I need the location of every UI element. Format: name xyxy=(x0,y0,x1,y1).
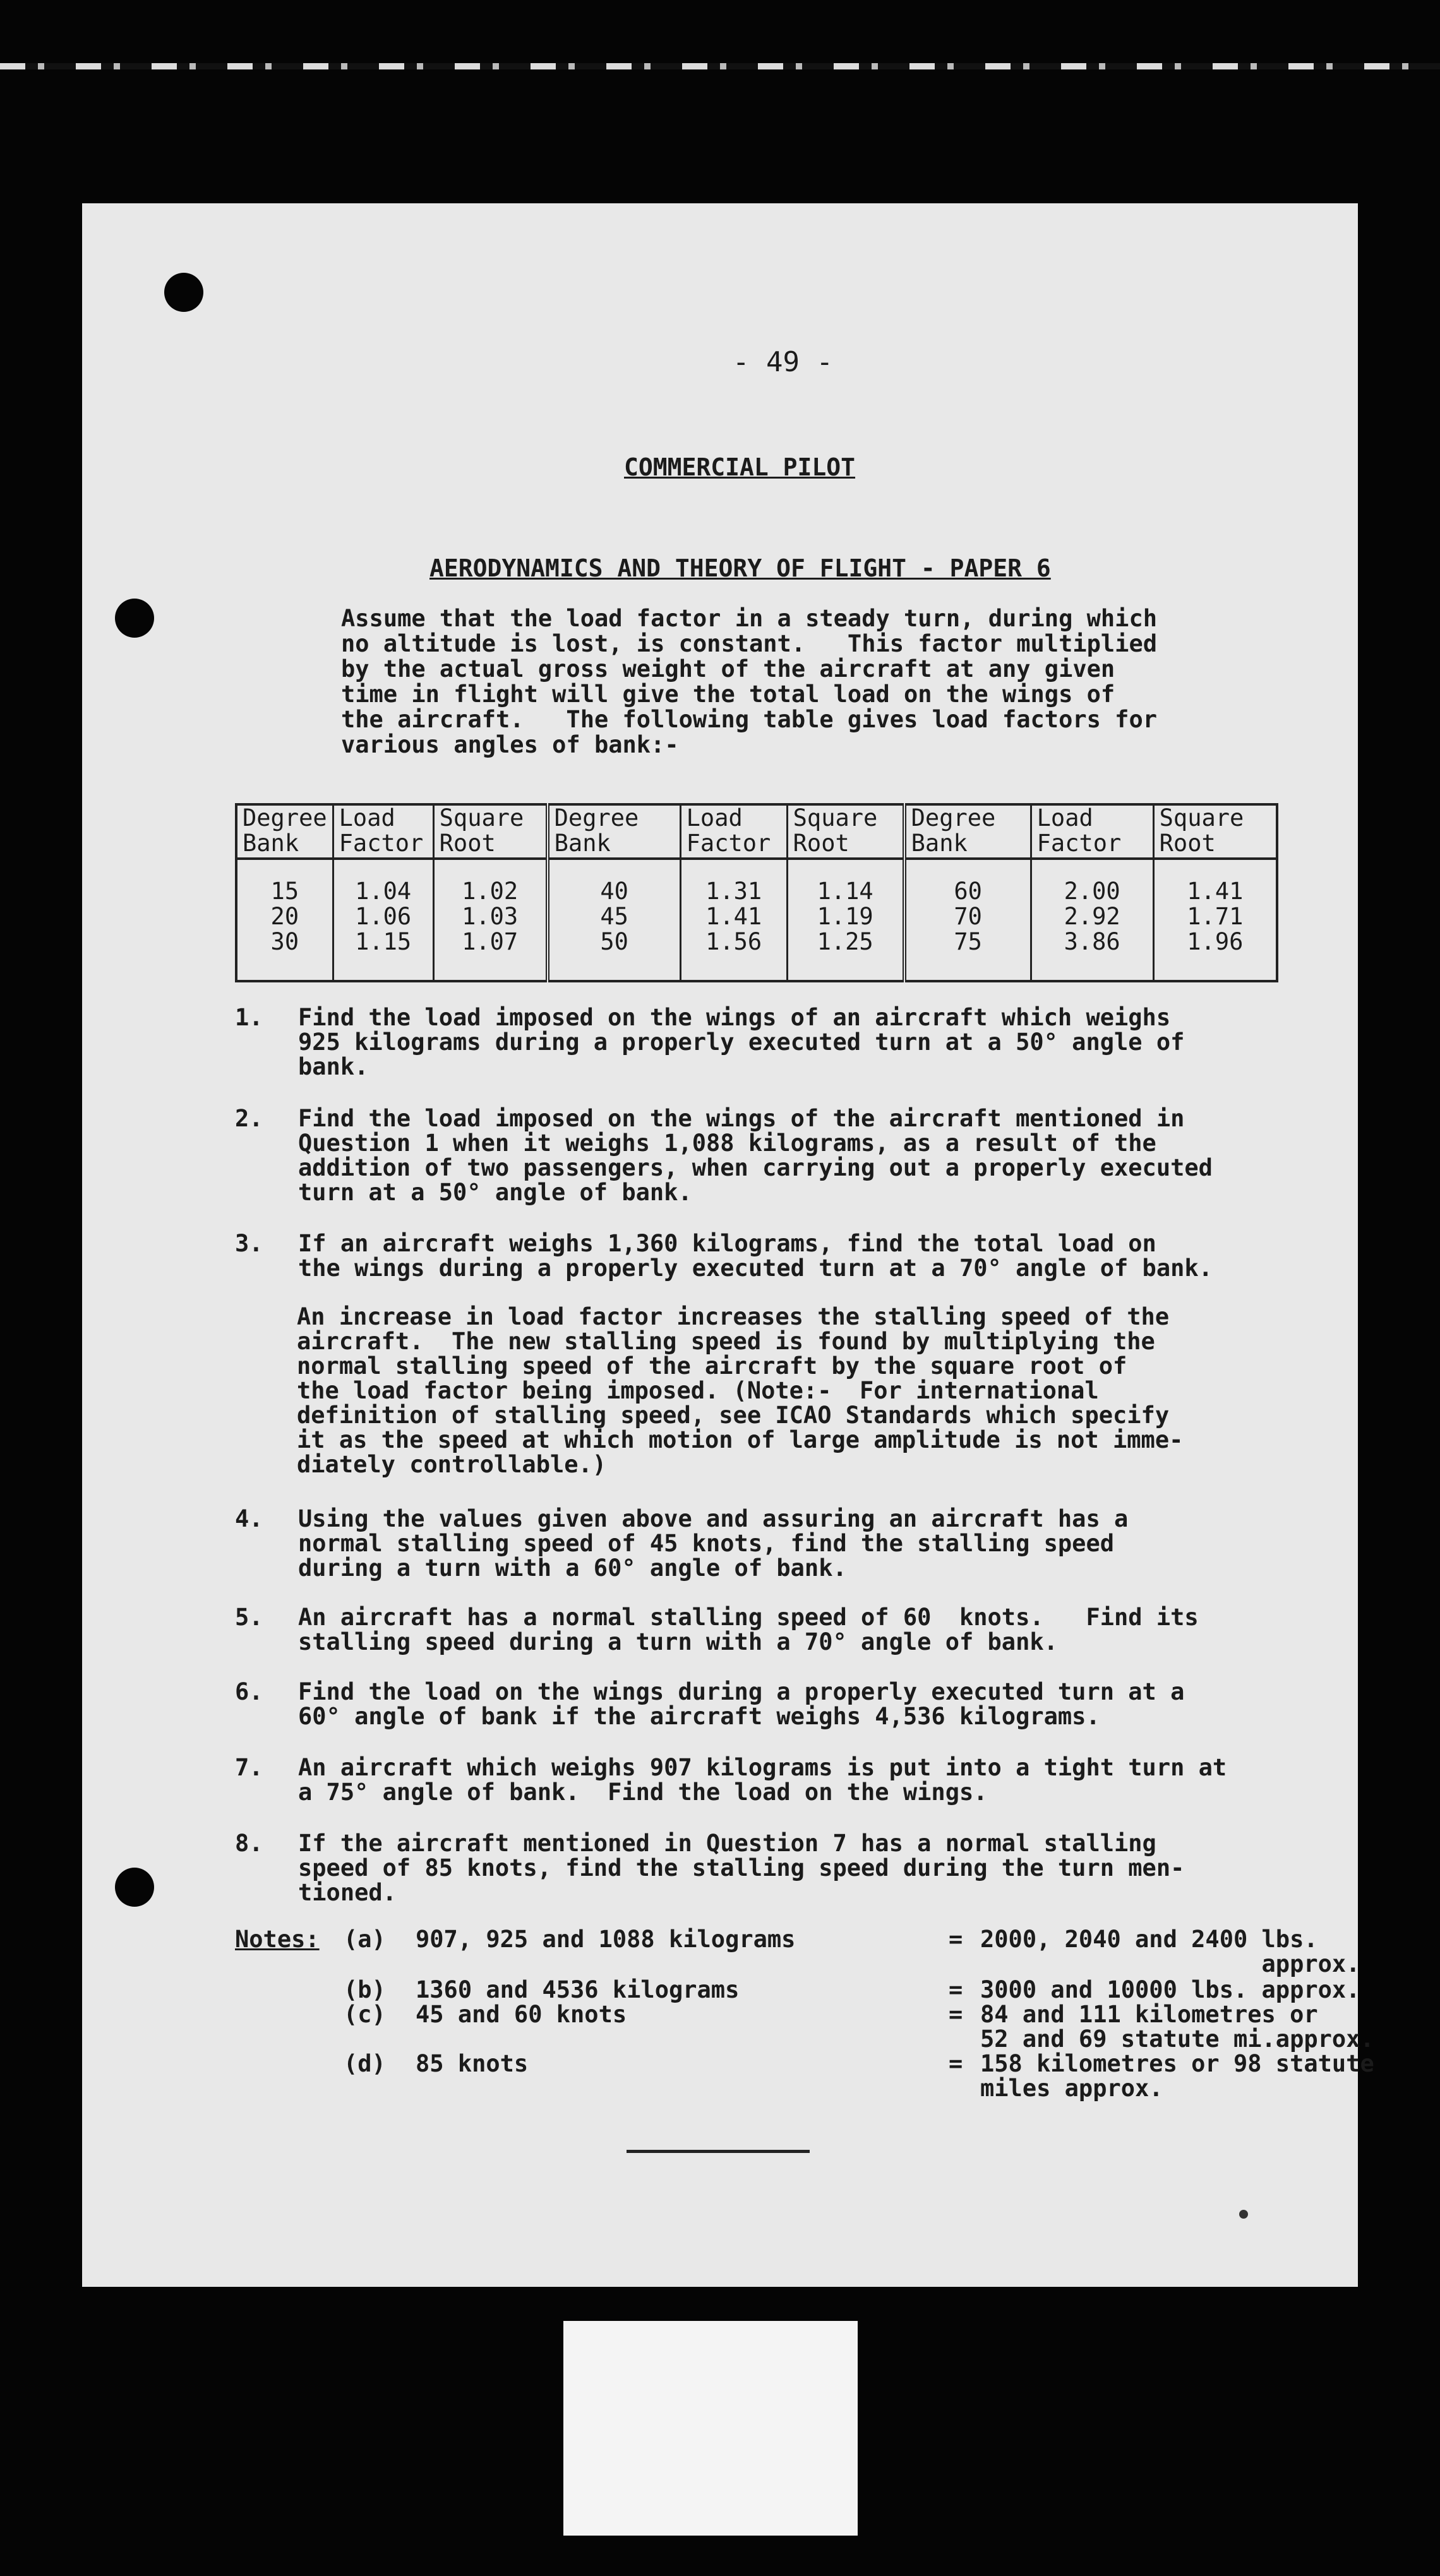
film-edge xyxy=(0,63,1440,69)
note-conversion: 3000 and 10000 lbs. approx. xyxy=(980,1976,1360,2003)
question-number: 3. xyxy=(235,1230,263,1257)
table-cell: 15 20 30 xyxy=(236,859,333,981)
question-text: Find the load imposed on the wings of an aircraft which weighs 925 kilograms during a properly executed turn at a 50° angle of bank. xyxy=(298,1004,1185,1080)
table-cell: 2.00 2.92 3.86 xyxy=(1031,859,1153,981)
blank-slip xyxy=(563,2321,858,2536)
question-text: If an aircraft weighs 1,360 kilograms, find the total load on the wings during a properly executed turn at a 70° angle of bank. xyxy=(298,1230,1213,1282)
note-equals: = xyxy=(949,2050,963,2077)
col-header: Load Factor xyxy=(680,804,787,859)
question-number: 5. xyxy=(235,1604,263,1631)
question-text: An aircraft which weighs 907 kilograms is put into a tight turn at a 75° angle of bank. Find the load on the wings. xyxy=(298,1754,1227,1806)
table-cell: 1.02 1.03 1.07 xyxy=(433,859,548,981)
punch-hole xyxy=(115,599,154,638)
punch-hole xyxy=(164,273,203,312)
page-title: COMMERCIAL PILOT xyxy=(624,453,856,481)
note-quantity: 45 and 60 knots xyxy=(416,2001,627,2028)
note-equals: = xyxy=(949,2001,963,2028)
question-text: Find the load imposed on the wings of the aircraft mentioned in Question 1 when it weighs 1,088 kilograms, as a result of the addition of two passengers, when carrying out a properly executed turn at a 50° angle of bank. xyxy=(298,1105,1213,1206)
note-letter: (d) xyxy=(344,2050,386,2077)
note-quantity: 1360 and 4536 kilograms xyxy=(416,1976,740,2003)
page-number: - 49 - xyxy=(733,346,833,378)
col-header: Square Root xyxy=(433,804,548,859)
load-factor-table xyxy=(235,803,1278,982)
question-text: Using the values given above and assuring an aircraft has a normal stalling speed of 45 knots, find the stalling speed during a turn with a 60° angle of bank. xyxy=(298,1505,1129,1582)
end-rule xyxy=(627,2150,810,2153)
col-header: Degree Bank xyxy=(548,804,681,859)
note-equals: = xyxy=(949,1976,963,2003)
note-letter: (b) xyxy=(344,1976,386,2003)
note-quantity: 907, 925 and 1088 kilograms xyxy=(416,1926,796,1953)
punch-hole xyxy=(115,1868,154,1907)
question-number: 1. xyxy=(235,1004,263,1031)
col-header: Load Factor xyxy=(333,804,433,859)
question-number: 7. xyxy=(235,1754,263,1781)
col-header: Degree Bank xyxy=(904,804,1031,859)
col-header: Load Factor xyxy=(1031,804,1153,859)
intro-paragraph: Assume that the load factor in a steady turn, during which no altitude is lost, is constant. This factor multiplied by the actual gross weight of the aircraft at any given time in flight will give the total load on the wings of the aircraft. The following table gives load factors for various angles of bank:- xyxy=(341,605,1158,758)
question-number: 2. xyxy=(235,1105,263,1132)
speck xyxy=(1239,2210,1248,2219)
note-letter: (c) xyxy=(344,2001,386,2028)
question-text: An aircraft has a normal stalling speed of 60 knots. Find its stalling speed during a turn with a 70° angle of bank. xyxy=(298,1604,1199,1655)
table-cell: 1.41 1.71 1.96 xyxy=(1153,859,1277,981)
note-conversion: 2000, 2040 and 2400 lbs. approx. xyxy=(980,1926,1360,1977)
question-number: 4. xyxy=(235,1505,263,1532)
question-number: 6. xyxy=(235,1678,263,1705)
note-conversion: 158 kilometres or 98 statute miles approx. xyxy=(980,2050,1374,2102)
col-header: Degree Bank xyxy=(236,804,333,859)
stalling-speed-paragraph: An increase in load factor increases the stalling speed of the aircraft. The new stalling speed is found by multiplying the normal stalling speed of the aircraft by the square root of the load factor being imposed. (Note:- For international definition of stalling speed, see ICAO Standards which specify it as the speed at which motion of large amplitude is not imme- diately controllable.) xyxy=(297,1303,1184,1478)
question-number: 8. xyxy=(235,1830,263,1857)
table-header-row xyxy=(236,804,1277,859)
note-letter: (a) xyxy=(344,1926,386,1953)
paper-subtitle: AERODYNAMICS AND THEORY OF FLIGHT - PAPER 6 xyxy=(429,554,1051,582)
col-header: Square Root xyxy=(787,804,904,859)
notes-label: Notes: xyxy=(235,1926,320,1953)
table-cell: 60 70 75 xyxy=(904,859,1031,981)
table-cell: 1.14 1.19 1.25 xyxy=(787,859,904,981)
table-row xyxy=(236,859,1277,981)
table-cell: 1.04 1.06 1.15 xyxy=(333,859,433,981)
note-quantity: 85 knots xyxy=(416,2050,529,2077)
note-equals: = xyxy=(949,1926,963,1953)
col-header: Square Root xyxy=(1153,804,1277,859)
note-conversion: 84 and 111 kilometres or 52 and 69 statute mi.approx. xyxy=(980,2001,1374,2053)
question-text: Find the load on the wings during a properly executed turn at a 60° angle of bank if the aircraft weighs 4,536 kilograms. xyxy=(298,1678,1185,1730)
question-text: If the aircraft mentioned in Question 7 has a normal stalling speed of 85 knots, find the stalling speed during the turn men- tioned. xyxy=(298,1830,1185,1906)
table-cell: 1.31 1.41 1.56 xyxy=(680,859,787,981)
table-cell: 40 45 50 xyxy=(548,859,681,981)
